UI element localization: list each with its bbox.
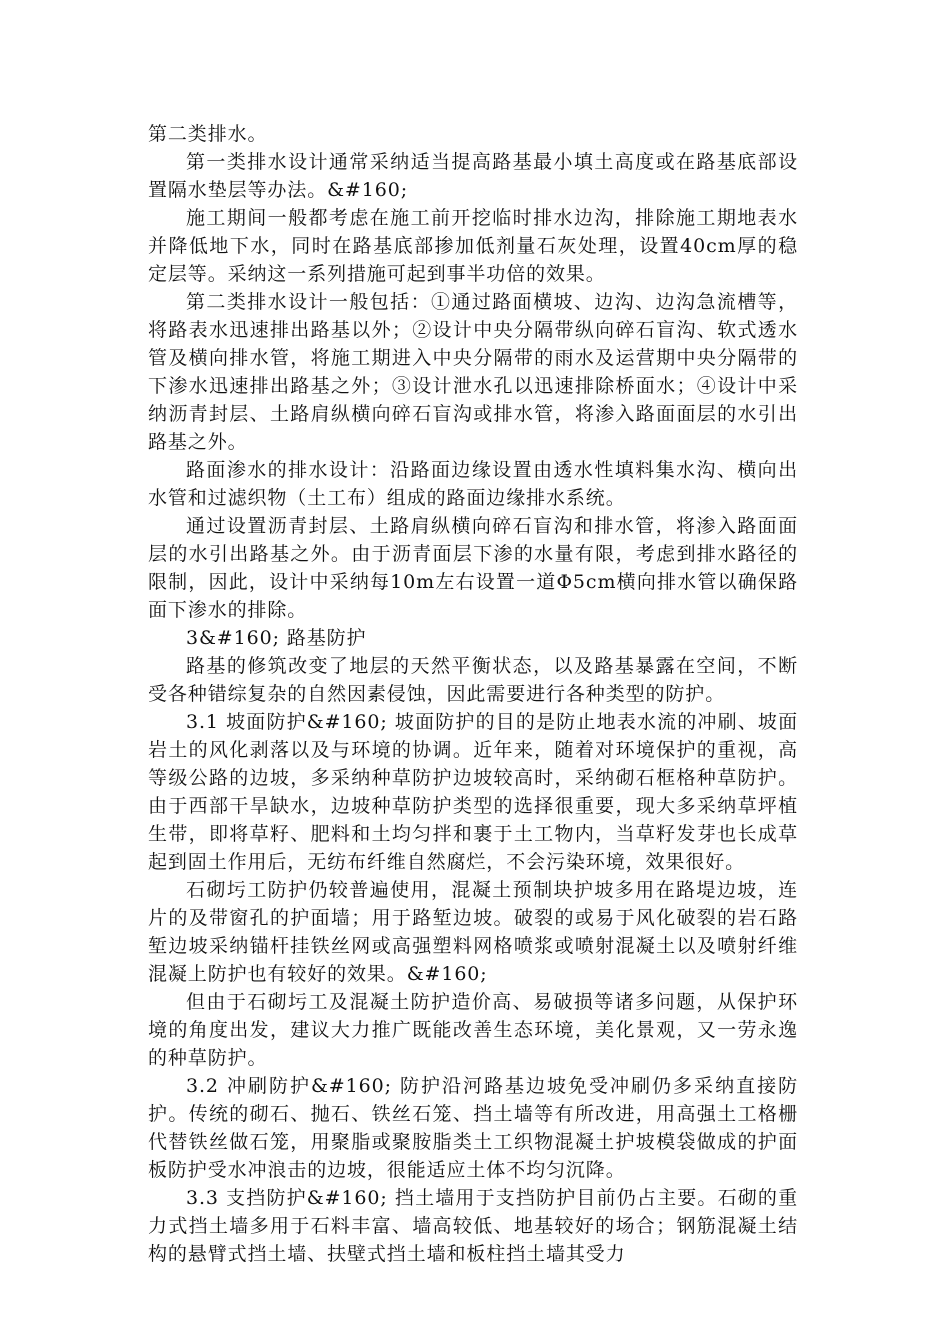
paragraph: 3.1 坡面防护&#160; 坡面防护的目的是防止地表水流的冲刷、坡面岩土的风化剥落以及与环境的协调。近年来，随着对环境保护的重视，高等级公路的边坡，多采纳种草防护边坡较高时，采纳砌石框格种草防护。由于西部干旱缺水，边坡种草防护类型的选择很重要，现大多采纳草坪植生带，即将草籽、肥料和土均匀拌和裹于土工物内，当草籽发芽也长成草起到固土作用后，无纺布纤维自然腐烂，不会污染环境，效果很好。 [148,711,798,873]
paragraph: 路面渗水的排水设计：沿路面边缘设置由透水性填料集水沟、横向出水管和过滤织物（土工布）组成的路面边缘排水系统。 [148,459,798,509]
paragraph: 第二类排水。 [148,123,268,145]
paragraph: 通过设置沥青封层、土路肩纵横向碎石盲沟和排水管，将渗入路面面层的水引出路基之外。由于沥青面层下渗的水量有限，考虑到排水路径的限制，因此，设计中采纳每10m左右设置一道Φ5cm横向排水管以确保路面下渗水的排除。 [148,515,798,621]
paragraph: 路基的修筑改变了地层的天然平衡状态，以及路基暴露在空间，不断受各种错综复杂的自然因素侵蚀，因此需要进行各种类型的防护。 [148,655,798,705]
paragraph: 第二类排水设计一般包括：①通过路面横坡、边沟、边沟急流槽等，将路表水迅速排出路基以外；②设计中央分隔带纵向碎石盲沟、软式透水管及横向排水管，将施工期进入中央分隔带的雨水及运营期中央分隔带的下渗水迅速排出路基之外；③设计泄水孔以迅速排除桥面水；④设计中采纳沥青封层、土路肩纵横向碎石盲沟或排水管，将渗入路面面层的水引出路基之外。 [148,291,798,453]
section-heading: 3&#160; 路基防护 [186,627,367,649]
paragraph: 施工期间一般都考虑在施工前开挖临时排水边沟，排除施工期地表水并降低地下水，同时在路基底部掺加低剂量石灰处理，设置40cm厚的稳定层等。采纳这一系列措施可起到事半功倍的效果。 [148,207,798,285]
paragraph: 但由于石砌圬工及混凝土防护造价高、易破损等诸多问题，从保护环境的角度出发，建议大力推广既能改善生态环境，美化景观，又一劳永逸的种草防护。 [148,991,798,1069]
paragraph: 3.3 支挡防护&#160; 挡土墙用于支挡防护目前仍占主要。石砌的重力式挡土墙多用于石料丰富、墙高较低、地基较好的场合；钢筋混凝土结构的悬臂式挡土墙、扶壁式挡土墙和板柱挡土墙其受力 [148,1187,798,1265]
paragraph: 石砌圬工防护仍较普遍使用，混凝土预制块护坡多用在路堤边坡，连片的及带窗孔的护面墙；用于路堑边坡。破裂的或易于风化破裂的岩石路堑边坡采纳锚杆挂铁丝网或高强塑料网格喷浆或喷射混凝土以及喷射纤维混凝上防护也有较好的效果。&#160; [148,879,798,985]
document-body [148,120,798,1268]
paragraph: 第一类排水设计通常采纳适当提高路基最小填土高度或在路基底部设置隔水垫层等办法。&#160; [148,151,798,201]
paragraph: 3.2 冲刷防护&#160; 防护沿河路基边坡免受冲刷仍多采纳直接防护。传统的砌石、抛石、铁丝石笼、挡土墙等有所改进，用高强土工格栅代替铁丝做石笼，用聚脂或聚胺脂类土工织物混凝土护坡模袋做成的护面板防护受水冲浪击的边坡，很能适应土体不均匀沉降。 [148,1075,798,1181]
